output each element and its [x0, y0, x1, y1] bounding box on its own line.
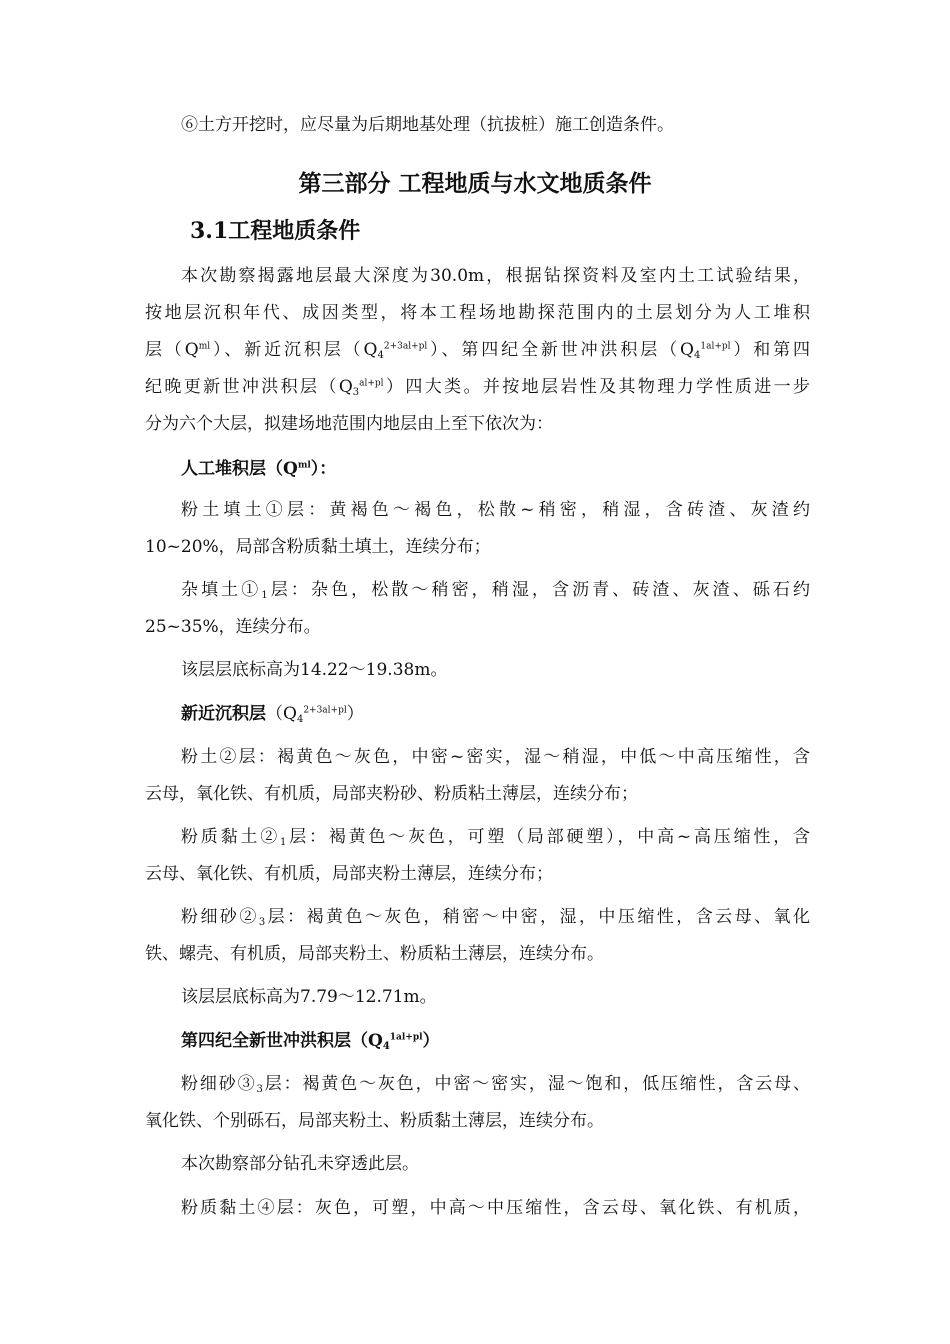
fine-sand-3-3-line-2: 氧化铁、个别砾石，局部夹粉土、粉质黏土薄层，连续分布。: [145, 1111, 604, 1131]
miscellaneous-fill-line-1: 杂填土$①_1$层：杂色，松散～稍密，稍湿，含沥青、砖渣、灰渣、砾石约: [181, 580, 811, 601]
silt-layer-2-line-2: 云母，氧化铁、有机质，局部夹粉砂、粉质粘土薄层，连续分布；: [145, 784, 638, 804]
recent-bottom-elevation: 该层层底标高为7.79～12.71m。: [181, 987, 437, 1007]
heading-holocene-alluvial: 第四纪全新世冲洪积层$(Q_4^{1al+pl})$: [181, 1031, 440, 1052]
fine-sand-2-3-line-1: 粉细砂$②_3$层：褐黄色～灰色，稍密～中密，湿，中压缩性，含云母、氧化: [181, 907, 810, 928]
intro-line-4: 纪晚更新世冲洪积层$(Q_3^{al+pl})$四大类。并按地层岩性及其物理力学性质进一步: [145, 377, 810, 398]
silty-clay-2-1-line-2: 云母、氧化铁、有机质，局部夹粉土薄层，连续分布；: [145, 864, 553, 884]
miscellaneous-fill-line-2: 25~35%，连续分布。: [145, 617, 321, 637]
intro-line-1: 本次勘察揭露地层最大深度为30.0m，根据钻探资料及室内土工试验结果，: [181, 266, 810, 286]
silt-layer-2-line-1: 粉土②层：褐黄色～灰色，中密~密实，湿～稍湿，中低～中高压缩性，含: [181, 747, 810, 767]
silty-clay-2-1-line-1: 粉质黏土$②_1$层：褐黄色～灰色，可塑（局部硬塑），中高~高压缩性，含: [181, 827, 810, 848]
intro-line-2: 按地层沉积年代、成因类型，将本工程场地勘探范围内的土层划分为人工堆积: [145, 303, 810, 323]
fill-bottom-elevation: 该层层底标高为14.22～19.38m。: [181, 660, 448, 680]
fine-sand-3-3-line-1: 粉细砂$③_3$层：褐黄色～灰色，中密～密实，湿～饱和，低压缩性，含云母、: [181, 1074, 811, 1095]
borehole-note: 本次勘察部分钻孔未穿透此层。: [181, 1154, 419, 1174]
paragraph-excavation-note: ⑥土方开挖时，应尽量为后期地基处理（抗拔桩）施工创造条件。: [181, 115, 674, 135]
heading-recent-deposits: 新近沉积层$(Q_4^{2+3al+pl})$: [181, 704, 364, 725]
section-title: 第三部分 工程地质与水文地质条件: [298, 170, 652, 197]
heading-artificial-fill: 人工堆积层$(Q^{ml})$：: [181, 459, 337, 479]
fill-silt-line-1: 粉土填土①层：黄褐色～褐色，松散~稍密，稍湿，含砖渣、灰渣约: [181, 500, 810, 520]
intro-line-3: 层$(Q^{ml})$、新近沉积层$(Q_4^{2+3al+pl})$、第四纪全新世冲洪积层$(Q_4^{1al+pl})$和第四: [145, 340, 811, 361]
subsection-title: 3.1工程地质条件: [190, 218, 361, 244]
fill-silt-line-2: 10~20%，局部含粉质黏土填土，连续分布；: [145, 537, 491, 557]
intro-line-5: 分为六个大层，拟建场地范围内地层由上至下依次为：: [145, 414, 553, 434]
fine-sand-2-3-line-2: 铁、螺壳、有机质，局部夹粉土、粉质粘土薄层，连续分布。: [145, 944, 604, 964]
silty-clay-4-line-1: 粉质黏土④层：灰色，可塑，中高～中压缩性，含云母、氧化铁、有机质，: [181, 1198, 810, 1218]
